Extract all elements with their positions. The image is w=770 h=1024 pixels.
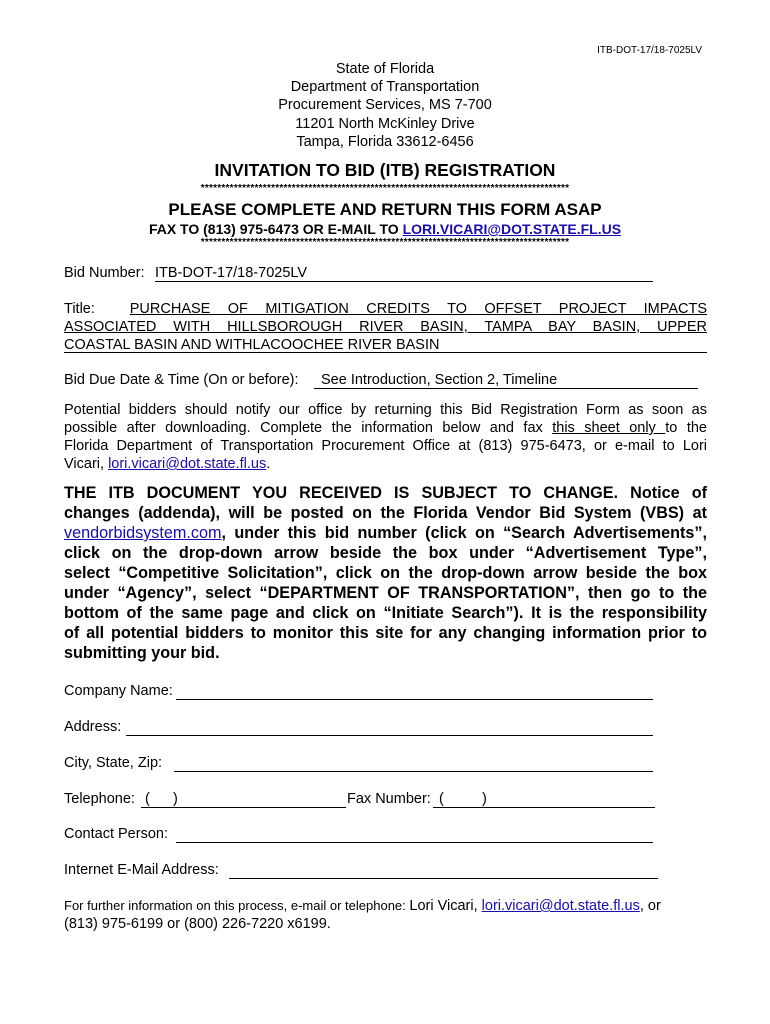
notice-line: THE ITB DOCUMENT YOU RECEIVED IS SUBJECT TO CHANGE. Notice of (64, 484, 707, 502)
notify-text: . (266, 456, 271, 472)
notify-text: to the (665, 420, 707, 436)
notice-line: submitting your bid. (64, 644, 220, 662)
telephone-field[interactable] (141, 807, 346, 808)
notify-line-4 (64, 456, 270, 472)
address-line: Department of Transportation (290, 79, 480, 96)
title-line-3: COASTAL BASIN AND WITHLACOOCHEE RIVER BASIN (64, 337, 440, 353)
fax-number-field[interactable] (433, 807, 655, 808)
notify-email-link[interactable]: lori.vicari@dot.state.fl.us (108, 456, 267, 472)
star-divider: ***************************************************************************************** (200, 237, 570, 248)
agency-address (0, 60, 770, 151)
star-divider: ***************************************************************************************** (200, 183, 570, 194)
due-date-label: Bid Due Date & Time (On or before): (64, 372, 299, 388)
notice-line: under “Agency”, select “DEPARTMENT OF TRANSPORTATION”, then go to the (64, 584, 707, 602)
fax-number-label: Fax Number: (347, 791, 431, 807)
fax-area-close: ) (482, 791, 487, 807)
bid-number-label: Bid Number: (64, 265, 145, 281)
title-label: Title: (64, 301, 95, 317)
due-date-value: See Introduction, Section 2, Timeline (321, 372, 558, 388)
address-line: Procurement Services, MS 7-700 (278, 97, 492, 114)
notice-line: click on the drop-down arrow beside the box under “Advertisement Type”, (64, 544, 707, 562)
notify-line-2 (64, 420, 707, 436)
footer-contact (64, 898, 661, 914)
fax-email-instruction (0, 221, 770, 237)
fax-area-open: ( (439, 791, 444, 807)
notice-line: bottom of the same page and click on “Initiate Search”). It is the responsibility (64, 604, 707, 622)
city-state-zip-label: City, State, Zip: (64, 755, 163, 771)
notify-line-3: Florida Department of Transportation Procurement Office at (813) 975-6473, or e-mail to Lori (64, 438, 707, 454)
telephone-area-close: ) (173, 791, 178, 807)
title-value-1: PURCHASE OF MITIGATION CREDITS TO OFFSET PROJECT IMPACTS (129, 301, 707, 317)
company-name-label: Company Name: (64, 683, 173, 699)
address-field[interactable] (126, 735, 653, 736)
bid-number-underline (155, 281, 653, 282)
footer-text: For further information on this process, e-mail or telephone: (64, 898, 410, 913)
city-state-zip-field[interactable] (174, 771, 653, 772)
address-label: Address: (64, 719, 122, 735)
footer-email-link[interactable]: lori.vicari@dot.state.fl.us (481, 898, 640, 914)
contact-email-link[interactable]: LORI.VICARI@DOT.STATE.FL.US (402, 221, 622, 237)
email-address-label: Internet E-Mail Address: (64, 862, 219, 878)
form-subtitle: PLEASE COMPLETE AND RETURN THIS FORM ASAP (168, 200, 602, 219)
telephone-area-open: ( (145, 791, 150, 807)
contact-person-label: Contact Person: (64, 826, 168, 842)
notice-line (64, 524, 707, 543)
telephone-label: Telephone: (64, 791, 135, 807)
notice-line: changes (addenda), will be posted on the Florida Vendor Bid System (VBS) at (64, 504, 707, 522)
company-name-field[interactable] (176, 699, 653, 700)
doc-id: ITB-DOT-17/18-7025LV (597, 45, 702, 56)
notify-text: possible after downloading. Complete the information below and fax (64, 420, 553, 436)
address-line: State of Florida (335, 61, 435, 77)
address-line: Tampa, Florida 33612-6456 (296, 133, 474, 150)
footer-contact-name: Lori Vicari, (409, 898, 482, 914)
email-address-field[interactable] (229, 878, 658, 879)
footer-text: , or (639, 898, 661, 914)
notify-text: Vicari, (64, 456, 109, 472)
fax-instruction-text: FAX TO (813) 975-6473 OR E-MAIL TO (148, 221, 403, 237)
notice-line: select “Competitive Solicitation”, click on the drop-down arrow beside the box (64, 564, 707, 582)
title-line-2: ASSOCIATED WITH HILLSBOROUGH RIVER BASIN, TAMPA BAY BASIN, UPPER (64, 319, 707, 335)
notice-line: of all potential bidders to monitor this site for any changing information prior to (64, 624, 707, 642)
contact-person-field[interactable] (176, 842, 653, 843)
title-line-1 (64, 301, 707, 317)
this-sheet-only: this sheet only (552, 420, 666, 436)
address-line: 11201 North McKinley Drive (295, 115, 475, 132)
form-title: INVITATION TO BID (ITB) REGISTRATION (214, 160, 556, 180)
notify-line-1: Potential bidders should notify our office by returning this Bid Registration Form as soon as (64, 402, 707, 418)
bid-number-value: ITB-DOT-17/18-7025LV (155, 265, 308, 281)
title-underline (64, 352, 707, 353)
due-date-underline (314, 388, 698, 389)
footer-phone-line: (813) 975-6199 or (800) 226-7220 x6199. (64, 916, 331, 932)
vbs-link[interactable]: vendorbidsystem.com (64, 524, 222, 542)
notice-text: , under this bid number (click on “Search Advertisements”, (221, 524, 707, 542)
